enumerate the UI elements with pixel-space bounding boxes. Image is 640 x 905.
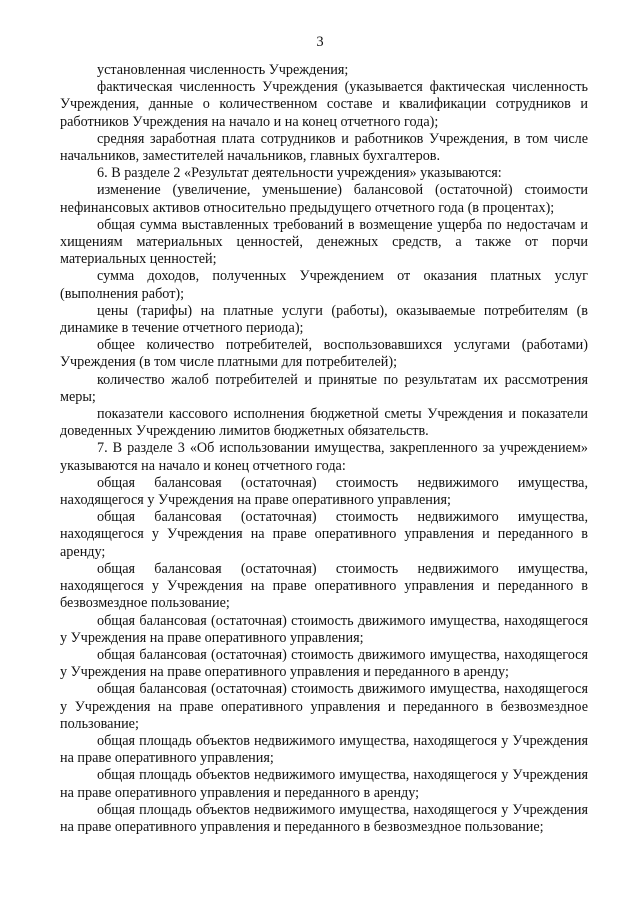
section-heading-paragraph: 7. В разделе 3 «Об использовании имущества, закрепленного за учреждением» указываются на начало и конец отчетного года: [60, 440, 588, 474]
paragraph: фактическая численность Учреждения (указывается фактическая численность Учреждения, данные о количественном составе и квалификации сотрудников и работников Учреждения на начало и на конец отчетного года); [60, 79, 588, 130]
section-heading-paragraph: 6. В разделе 2 «Результат деятельности учреждения» указываются: [97, 165, 502, 182]
paragraph: общая площадь объектов недвижимого имущества, находящегося у Учреждения на праве оперативного управления и переданного в аренду; [60, 767, 588, 801]
paragraph: общая балансовая (остаточная) стоимость движимого имущества, находящегося у Учреждения на праве оперативного управления; [60, 612, 588, 646]
paragraph: общая балансовая (остаточная) стоимость недвижимого имущества, находящегося у Учреждения на праве оперативного управления и переданного в аренду; [60, 509, 588, 560]
paragraph: общая площадь объектов недвижимого имущества, находящегося у Учреждения на праве оперативного управления и переданного в безвозмездное пользование; [60, 801, 588, 835]
page-number: 3 [316, 34, 324, 50]
paragraph: общая балансовая (остаточная) стоимость недвижимого имущества, находящегося у Учреждения на праве оперативного управления; [60, 474, 588, 509]
paragraph: общая сумма выставленных требований в возмещение ущерба по недостачам и хищениям материальных ценностей, денежных средств, а также от порчи материальных ценностей; [60, 216, 588, 268]
paragraph: количество жалоб потребителей и принятые по результатам их рассмотрения меры; [60, 371, 588, 405]
paragraph: общая площадь объектов недвижимого имущества, находящегося у Учреждения на праве оперативного управления; [60, 732, 588, 767]
paragraph: общее количество потребителей, воспользовавшихся услугами (работами) Учреждения (в том числе платными для потребителей); [60, 337, 588, 371]
paragraph: общая балансовая (остаточная) стоимость движимого имущества, находящегося у Учреждения на праве оперативного управления и переданного в аренду; [60, 646, 588, 681]
paragraph: сумма доходов, полученных Учреждением от оказания платных услуг (выполнения работ); [60, 268, 588, 302]
paragraph: установленная численность Учреждения; [97, 62, 349, 78]
paragraph: изменение (увеличение, уменьшение) балансовой (остаточной) стоимости нефинансовых активов относительно предыдущего отчетного года (в процентах); [60, 182, 588, 216]
paragraph: показатели кассового исполнения бюджетной сметы Учреждения и показатели доведенных Учреждению лимитов бюджетных обязательств. [60, 406, 588, 440]
paragraph: общая балансовая (остаточная) стоимость движимого имущества, находящегося у Учреждения на праве оперативного управления и переданного в безвозмездное пользование; [60, 681, 588, 732]
paragraph: общая балансовая (остаточная) стоимость недвижимого имущества, находящегося у Учреждения на праве оперативного управления и переданного в безвозмездное пользование; [60, 560, 588, 612]
document-body [60, 62, 588, 836]
paragraph: цены (тарифы) на платные услуги (работы), оказываемые потребителям (в динамике в течение отчетного периода); [60, 302, 588, 337]
paragraph: средняя заработная плата сотрудников и работников Учреждения, в том числе начальников, заместителей начальников, главных бухгалтеров. [60, 130, 588, 165]
